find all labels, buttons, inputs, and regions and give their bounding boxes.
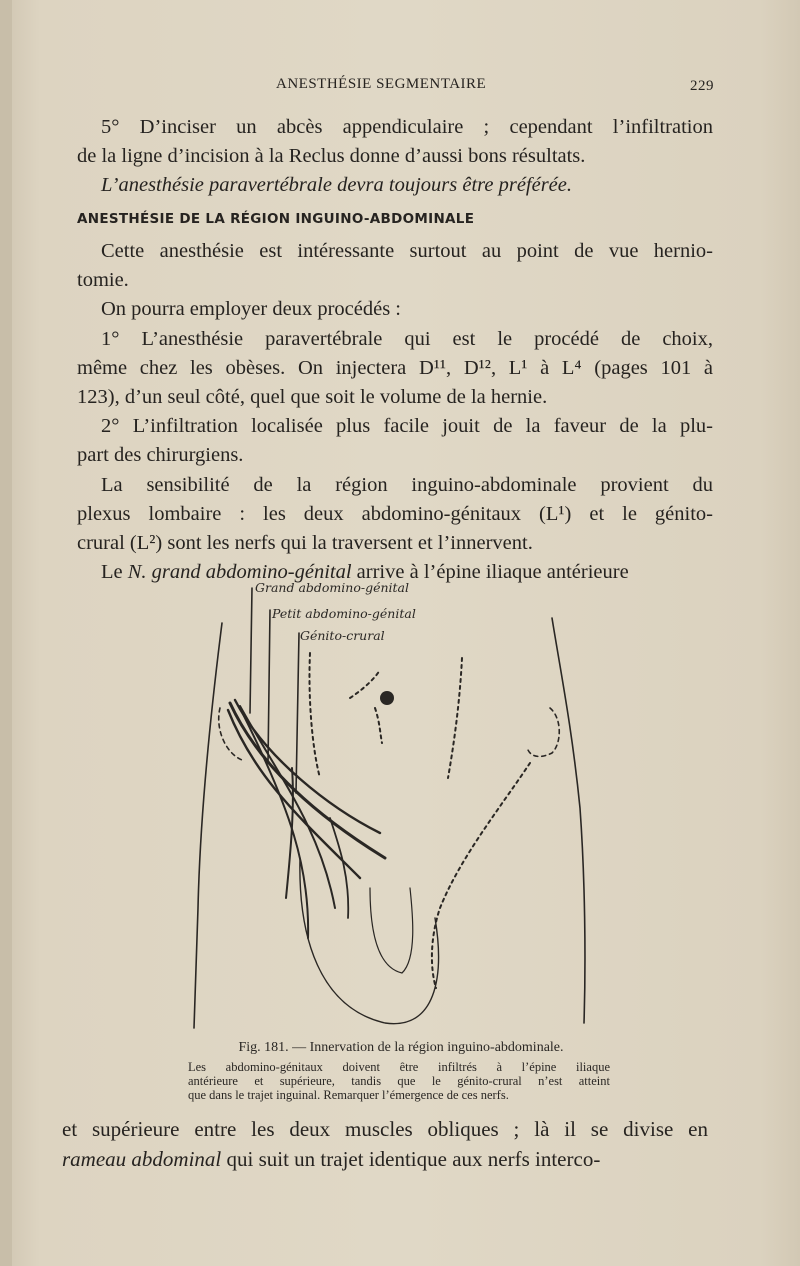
inguinal-innervation-drawing (180, 578, 600, 1033)
text-fragment: arrive à l’épine iliaque antérieure (351, 561, 629, 584)
caption-note (180, 1060, 610, 1102)
label-genito-crural: Génito-crural (300, 628, 385, 643)
text-line: et supérieure entre les deux muscles obliques ; là il se divise en (62, 1117, 708, 1141)
text-line: 5° D’inciser un abcès appendiculaire ; cependant l’infiltration (101, 116, 713, 138)
text-line: La sensibilité de la région inguino-abdominale provient du (101, 473, 713, 496)
running-title: ANESTHÉSIE SEGMENTAIRE (276, 76, 487, 92)
text-line: L’anesthésie paravertébrale devra toujours être préférée. (101, 174, 573, 197)
body-outline-left (194, 623, 222, 1028)
caption-line: Les abdomino-génitaux doivent être infiltrés à l’épine iliaque (188, 1060, 610, 1074)
body-outline-right (552, 618, 585, 1023)
running-head (0, 76, 800, 96)
text-line: même chez les obèses. On injectera D¹¹, D¹², L¹ à L⁴ (pages 101 à (77, 356, 713, 379)
text-line: On pourra employer deux procédés : (101, 298, 401, 321)
body-text (77, 237, 713, 587)
text-line: crural (L²) sont les nerfs qui la traversent et l’innervent. (77, 532, 533, 555)
caption-title: Fig. 181. — Innervation de la région inguino-abdominale. (238, 1040, 564, 1055)
text-line: part des chirurgiens. (77, 444, 244, 467)
leader-petit (268, 610, 270, 763)
nerve-name-italic: N. grand abdomino-génital (127, 561, 352, 584)
text-fragment: Le (101, 561, 128, 584)
text-fragment: qui suit un trajet identique aux nerfs interco- (221, 1147, 601, 1171)
text-line: 123), d’un seul côté, quel que soit le volume de la hernie. (77, 386, 548, 409)
text-line: de la ligne d’incision à la Reclus donne d’aussi bons résultats. (77, 145, 586, 168)
caption-line: antérieure et supérieure, tandis que le génito-crural n’est atteint (188, 1074, 610, 1088)
paragraph-point-5 (77, 113, 713, 201)
text-line: 1° L’anesthésie paravertébrale qui est le procédé de choix, (101, 327, 713, 350)
term-italic: rameau abdominal (62, 1147, 222, 1171)
caption-line: que dans le trajet inguinal. Remarquer l’émergence de ces nerfs. (188, 1088, 509, 1102)
page-edge (0, 0, 12, 1266)
leader-grand (250, 588, 252, 713)
label-petit-abdomino-genital: Petit abdomino-génital (272, 606, 416, 621)
label-grand-abdomino-genital: Grand abdomino-génital (255, 580, 409, 595)
text-line: plexus lombaire : les deux abdomino-génitaux (L¹) et le génito- (77, 502, 713, 525)
text-line: Cette anesthésie est intéressante surtout au point de vue hernio- (101, 240, 713, 262)
figure-caption (180, 1040, 610, 1102)
page-number: 229 (690, 78, 714, 94)
leader-genito (296, 633, 299, 793)
text-line: 2° L’infiltration localisée plus facile jouit de la faveur de la plu- (101, 415, 713, 438)
text-line (62, 1144, 708, 1174)
anatomical-figure (180, 578, 600, 1033)
bottom-text (62, 1114, 708, 1174)
text-line: tomie. (77, 269, 129, 292)
section-heading: ANESTHÉSIE DE LA RÉGION INGUINO-ABDOMINALE (77, 211, 475, 227)
umbilicus (380, 691, 394, 705)
